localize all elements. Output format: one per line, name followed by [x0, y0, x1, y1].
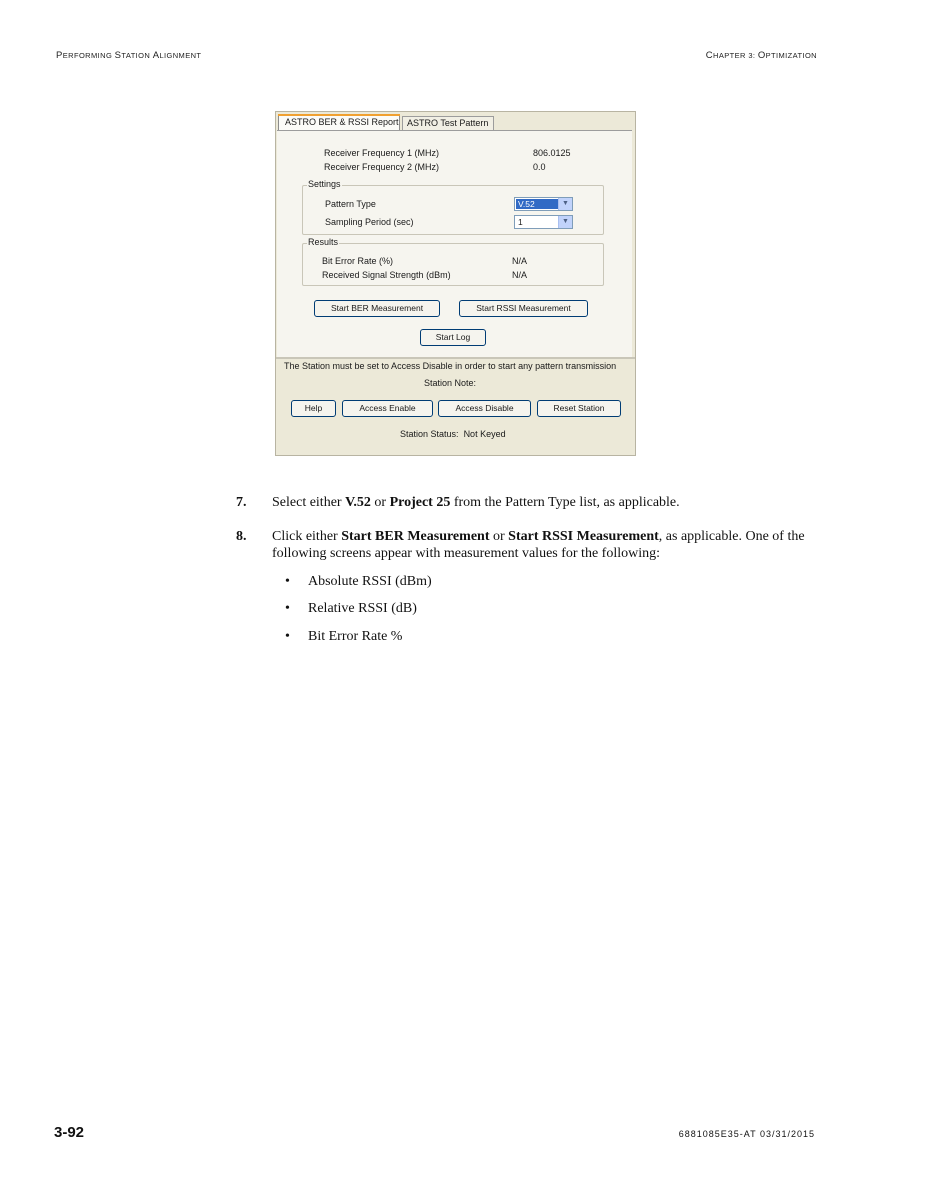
station-status	[400, 429, 506, 439]
document-id-date: 6881085E35-AT 03/31/2015	[678, 1129, 815, 1139]
text-run: , as applicable. One of the following screens appear with measurement values for the following:	[272, 529, 805, 561]
station-note-label: Station Note:	[424, 378, 477, 388]
bullet-icon: •	[285, 601, 290, 616]
bullet-icon: •	[285, 574, 290, 589]
tab-panel	[277, 130, 632, 357]
bold-term: Start BER Measurement	[341, 529, 490, 544]
header-smallcaps: PTIMIZATION	[765, 51, 817, 60]
header-cap: C	[705, 50, 714, 61]
rssi-value: N/A	[512, 270, 528, 280]
page-number: 3-92	[54, 1124, 85, 1141]
step-number: 8.	[236, 529, 247, 544]
ber-label: Bit Error Rate (%)	[322, 256, 394, 266]
header-cap: S	[114, 50, 122, 61]
header-cap: O	[757, 50, 766, 61]
step-text	[272, 494, 824, 511]
header-smallcaps: TATION	[121, 51, 153, 60]
freq2-label: Receiver Frequency 2 (MHz)	[324, 162, 440, 172]
freq1-label: Receiver Frequency 1 (MHz)	[324, 148, 440, 158]
bold-term: V.52	[345, 495, 371, 510]
settings-title: Settings	[308, 179, 341, 189]
results-title: Results	[308, 237, 339, 247]
list-item-text: Absolute RSSI (dBm)	[308, 574, 432, 589]
station-status-value: Not Keyed	[463, 429, 506, 439]
text-run: from the Pattern Type list, as applicable.	[450, 495, 680, 510]
station-status-label: Station Status:	[400, 429, 459, 439]
pattern-type-select[interactable]	[514, 197, 573, 211]
tab-ber-rssi-report[interactable]: ASTRO BER & RSSI Report	[278, 114, 400, 130]
list-item-text: Bit Error Rate %	[308, 629, 403, 644]
text-run: or	[489, 529, 509, 544]
header-smallcaps: ERFORMING	[62, 51, 115, 60]
access-disable-button[interactable]: Access Disable	[438, 400, 531, 417]
access-disable-notice: The Station must be set to Access Disable in order to start any pattern transmission	[284, 361, 617, 371]
bold-term: Start RSSI Measurement	[508, 529, 659, 544]
start-rssi-button[interactable]: Start RSSI Measurement	[459, 300, 588, 317]
sampling-period-value: 1	[518, 217, 523, 227]
pattern-type-label: Pattern Type	[325, 199, 376, 209]
tab-test-pattern[interactable]: ASTRO Test Pattern	[402, 116, 494, 130]
sampling-period-select[interactable]	[514, 215, 573, 229]
running-header-left	[56, 50, 201, 61]
astro-ber-rssi-screenshot	[275, 111, 636, 456]
access-enable-button[interactable]: Access Enable	[342, 400, 433, 417]
running-header-right	[706, 50, 817, 61]
text-run: Click either	[272, 529, 342, 544]
pattern-type-value: V.52	[516, 199, 558, 209]
bold-term: Project 25	[389, 495, 451, 510]
start-ber-button[interactable]: Start BER Measurement	[314, 300, 440, 317]
header-smallcaps: LIGNMENT	[159, 51, 202, 60]
help-button[interactable]: Help	[291, 400, 336, 417]
sampling-period-label: Sampling Period (sec)	[325, 217, 414, 227]
reset-station-button[interactable]: Reset Station	[537, 400, 621, 417]
text-run: Select either	[272, 495, 346, 510]
list-item-text: Relative RSSI (dB)	[308, 601, 417, 616]
header-cap: P	[56, 50, 63, 61]
chevron-down-icon[interactable]: ▼	[558, 216, 572, 228]
settings-group	[302, 179, 604, 235]
text-run: or	[370, 495, 390, 510]
freq2-value: 0.0	[533, 162, 546, 172]
rssi-label: Received Signal Strength (dBm)	[322, 270, 451, 280]
bullet-icon: •	[285, 629, 290, 644]
chevron-down-icon[interactable]: ▼	[558, 198, 572, 210]
start-log-button[interactable]: Start Log	[420, 329, 486, 346]
header-cap: A	[152, 50, 160, 61]
freq1-value: 806.0125	[533, 148, 571, 158]
step-number: 7.	[236, 495, 247, 510]
ber-value: N/A	[512, 256, 528, 266]
header-smallcaps: HAPTER 3:	[713, 51, 758, 60]
results-group	[302, 237, 604, 286]
section-divider	[276, 357, 635, 359]
step-text	[272, 528, 824, 562]
